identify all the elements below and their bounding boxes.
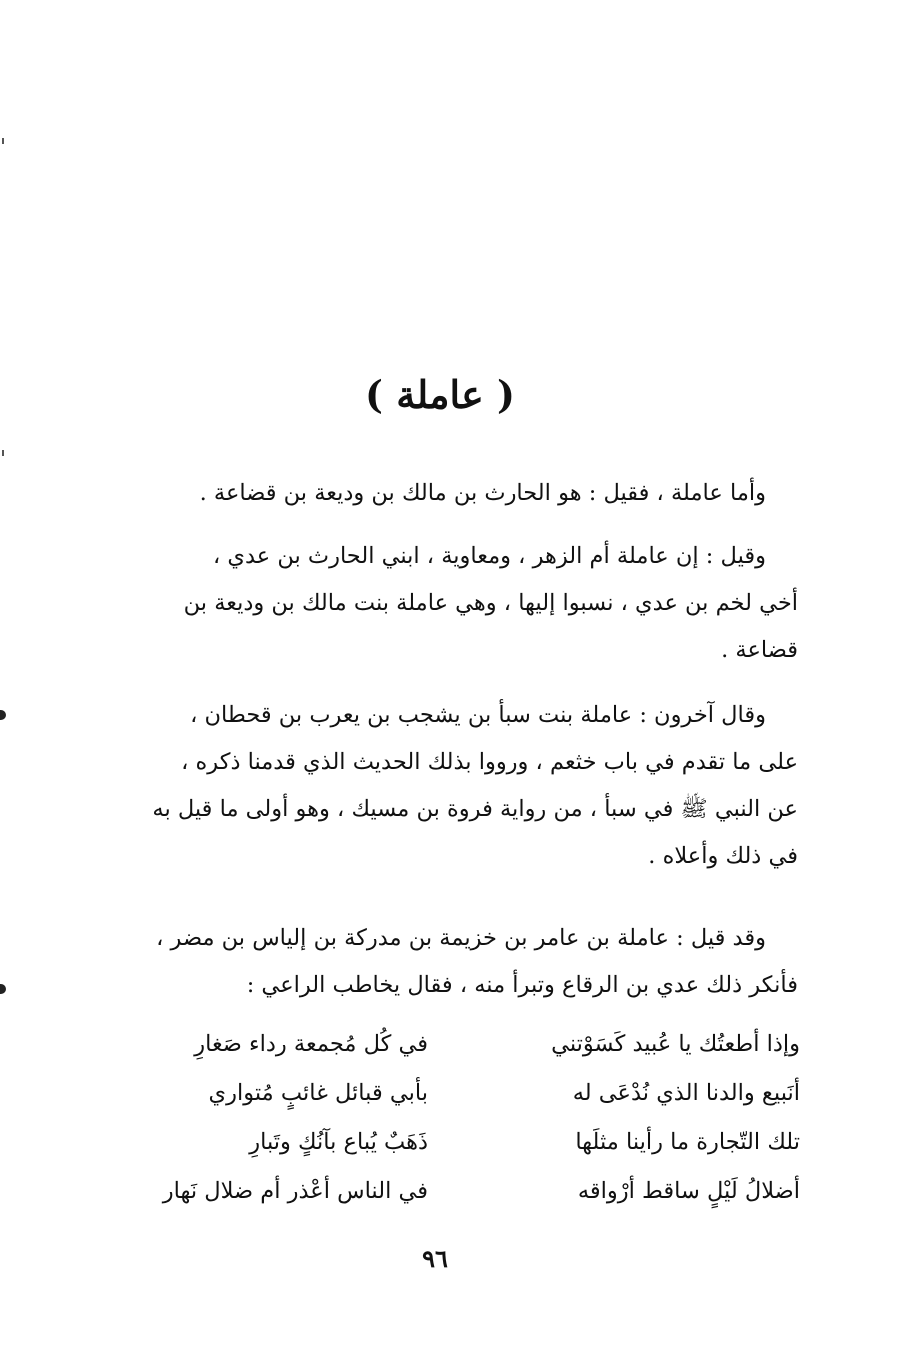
chapter-title: ( عاملة ) [365, 372, 515, 417]
scan-edge-mark [0, 710, 6, 720]
paragraph-1 [90, 470, 798, 517]
poem-first-hemistich: وإذا أطعتُك يا عُبيد كَسَوْتني [551, 1031, 800, 1057]
poem-verse [88, 1069, 800, 1118]
text-line: قضاعة . [721, 637, 798, 663]
poem-first-hemistich: أنَبيع والدنا الذي نُدْعَى له [572, 1080, 800, 1106]
poem-verse [88, 1020, 800, 1069]
poem-second-hemistich: بأبي قبائل غائبٍ مُتواري [208, 1080, 428, 1106]
scan-edge-mark [2, 138, 4, 144]
page-number: ٩٦ [422, 1244, 448, 1273]
poem-second-hemistich: في كُل مُجمعة رداء صَغارِ [194, 1031, 428, 1057]
poem-verse [88, 1167, 800, 1216]
text-line: فأنكر ذلك عدي بن الرقاع وتبرأ منه ، فقال يخاطب الراعي : [246, 972, 798, 998]
text-line: على ما تقدم في باب خثعم ، ورووا بذلك الحديث الذي قدمنا ذكره ، [181, 749, 798, 775]
text-line: وقيل : إن عاملة أم الزهر ، ومعاوية ، ابني الحارث بن عدي ، [212, 543, 766, 569]
paragraph-4 [90, 915, 798, 1009]
poem-verse [88, 1118, 800, 1167]
poem-first-hemistich: تلك التّجارة ما رأينا مثلَها [575, 1129, 800, 1155]
text-line: في ذلك وأعلاه . [648, 843, 798, 869]
text-line: وقال آخرون : عاملة بنت سبأ بن يشجب بن يعرب بن قحطان ، [190, 702, 766, 728]
text-line: عن النبي ﷺ في سبأ ، من رواية فروة بن مسيك ، وهو أولى ما قيل به [152, 796, 798, 822]
paragraph-3 [90, 692, 798, 880]
text-line: أخي لخم بن عدي ، نسبوا إليها ، وهي عاملة بنت مالك بن وديعة بن [183, 590, 798, 616]
scan-edge-mark [2, 450, 4, 456]
paragraph-2 [90, 533, 798, 674]
poem-second-hemistich: في الناس أعْذر أم ضلال نَهار [162, 1178, 428, 1204]
text-line: وأما عاملة ، فقيل : هو الحارث بن مالك بن وديعة بن قضاعة . [199, 480, 766, 506]
poem [88, 1020, 800, 1216]
scan-edge-mark [0, 984, 6, 994]
poem-first-hemistich: أضلالُ لَيْلٍ ساقط أرْواقه [577, 1178, 800, 1204]
poem-second-hemistich: ذَهَبٌ يُباع بآنُكٍ وتَبارِ [249, 1129, 428, 1155]
text-line: وقد قيل : عاملة بن عامر بن خزيمة بن مدركة بن إلياس بن مضر ، [156, 925, 766, 951]
